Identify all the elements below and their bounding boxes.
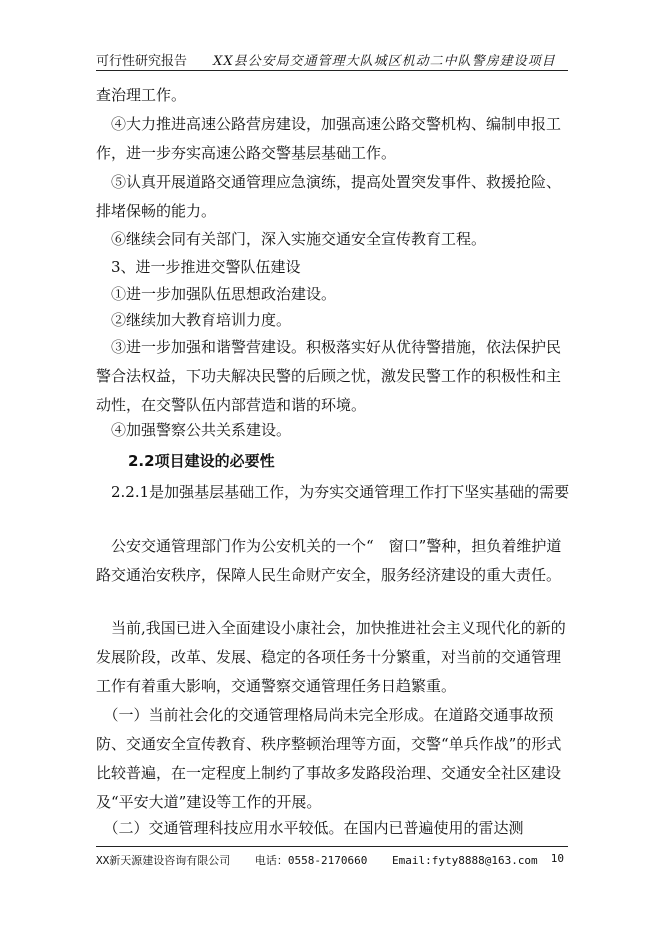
paragraph-11: 2.2.1是加强基层基础工作，为夯实交通管理工作打下坚实基础的需要 <box>96 483 570 501</box>
page-footer <box>96 852 570 868</box>
section-heading: 2.2项目建设的必要性 <box>128 452 275 470</box>
paragraph-2: ④大力推进高速公路营房建设，加强高速公路交警机构、编制申报工作，进一步夯实高速公路交警基层基础工作。 <box>96 115 562 162</box>
paragraph-5: 3、进一步推进交警队伍建设 <box>96 258 301 276</box>
footer-rule <box>96 846 568 847</box>
paragraph-8: ③进一步加强和谐警营建设。积极落实好从优待警措施，依法保护民警合法权益，下功夫解决民警的后顾之忧，激发民警工作的积极性和主动性，在交警队伍内部营造和谐的环境。 <box>96 338 562 414</box>
page-header <box>96 50 566 69</box>
footer-email: Email:fyty8888@163.com <box>391 854 538 867</box>
paragraph-13: 当前,我国已进入全面建设小康社会，加快推进社会主义现代化的新的发展阶段，改革、发展、稳定的各项任务十分繁重，对当前的交通管理工作有着重大影响，交通警察交通管理任务日趋繁重。 <box>96 619 566 695</box>
paragraph-12: 公安交通管理部门作为公安机关的一个“ 窗口”警种，担负着维护道路交通治安秩序，保障人民生命财产安全，服务经济建设的重大责任。 <box>96 537 562 584</box>
paragraph-6: ①进一步加强队伍思想政治建设。 <box>96 285 337 303</box>
paragraph-7: ②继续加大教育培训力度。 <box>96 311 292 329</box>
header-rule <box>96 70 568 71</box>
header-project-title: XX县公安局交通管理大队城区机动二中队警房建设项目 <box>213 54 556 69</box>
paragraph-9: ④加强警察公共关系建设。 <box>96 421 292 439</box>
page-number: 10 <box>550 852 564 865</box>
footer-phone: 电话：0558-2170660 <box>254 854 368 867</box>
paragraph-15: （二）交通管理科技应用水平较低。在国内已普遍使用的雷达测 <box>96 819 524 837</box>
paragraph-4: ⑥继续会同有关部门，深入实施交通安全宣传教育工程。 <box>96 230 487 248</box>
footer-company: XX新天源建设咨询有限公司 <box>96 854 231 867</box>
header-report-type: 可行性研究报告 <box>96 54 188 69</box>
paragraph-14: （一）当前社会化的交通管理格局尚未完全形成。在道路交通事故预防、交通安全宣传教育、秩序整顿治理等方面，交警“单兵作战”的形式比较普遍，在一定程度上制约了事故多发路段治理、交通安全社区建设及“平安大道”建设等工作的开展。 <box>96 706 562 811</box>
paragraph-3: ⑤认真开展道路交通管理应急演练，提高处置突发事件、救援抢险、排堵保畅的能力。 <box>96 173 562 220</box>
paragraph-1: 查治理工作。 <box>96 86 187 104</box>
